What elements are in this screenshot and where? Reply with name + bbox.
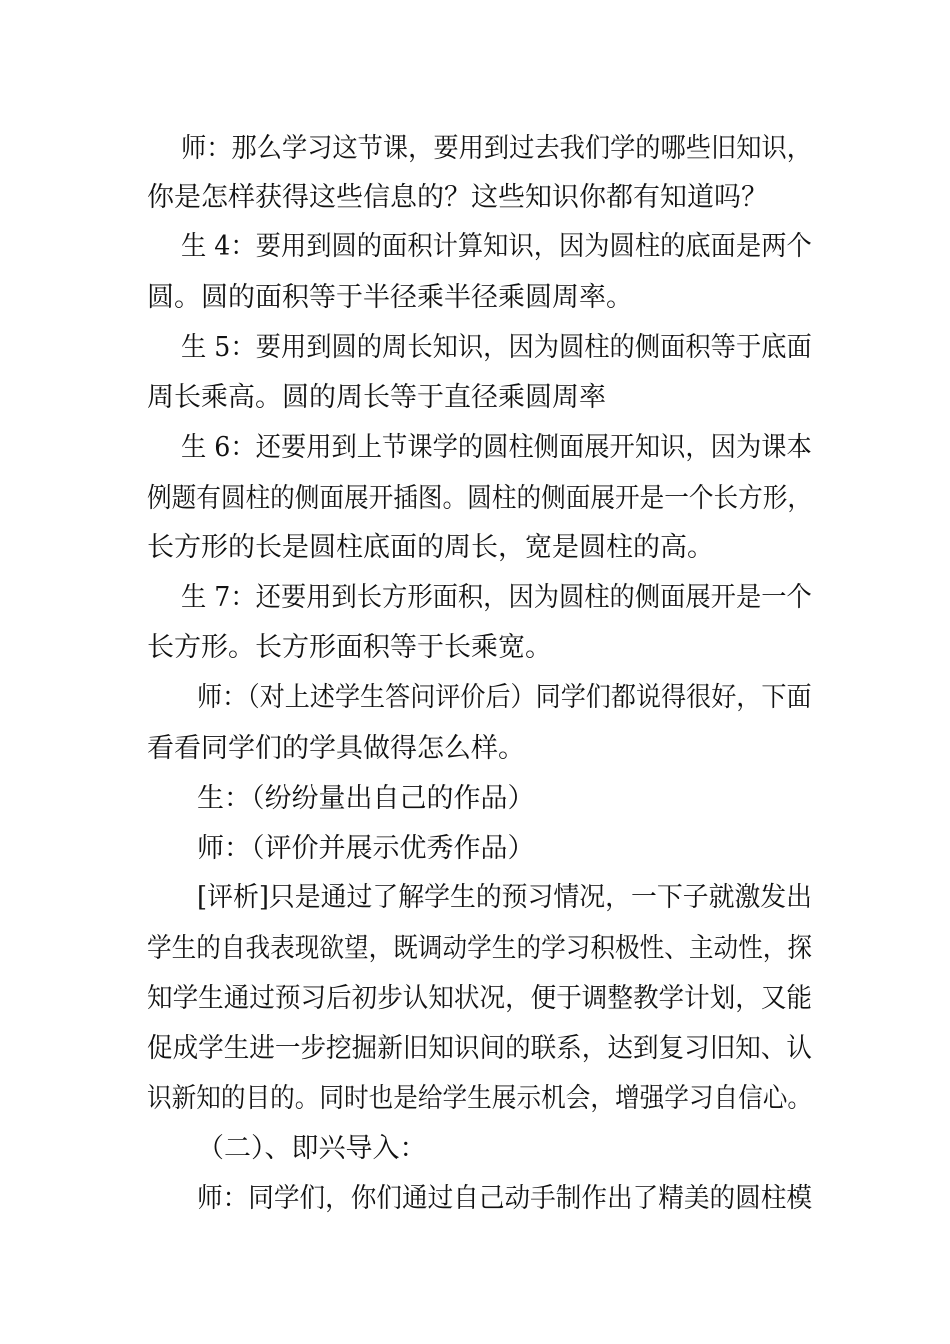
text-line: 生 6：还要用到上节课学的圆柱侧面展开知识，因为课本 [181, 432, 812, 463]
text-line: 生：（纷纷量出自己的作品） [197, 783, 535, 814]
text-line: 生 4：要用到圆的面积计算知识，因为圆柱的底面是两个 [181, 231, 812, 262]
text-line: 生 7：还要用到长方形面积，因为圆柱的侧面展开是一个 [181, 582, 812, 613]
text-line: 你是怎样获得这些信息的？这些知识你都有知道吗？ [147, 182, 768, 213]
text-line: 周长乘高。圆的周长等于直径乘圆周率 [147, 382, 606, 413]
text-line: 长方形的长是圆柱底面的周长，宽是圆柱的高。 [147, 532, 714, 563]
text-line: 师：那么学习这节课，要用到过去我们学的哪些旧知识， [181, 133, 812, 164]
text-line: 师：（评价并展示优秀作品） [197, 833, 535, 864]
text-line: 学生的自我表现欲望，既调动学生的学习积极性、主动性，探 [147, 933, 812, 964]
text-line: 识新知的目的。同时也是给学生展示机会，增强学习自信心。 [147, 1083, 812, 1114]
text-line: 看看同学们的学具做得怎么样。 [147, 733, 525, 764]
text-line: 例题有圆柱的侧面展开插图。圆柱的侧面展开是一个长方形， [147, 483, 812, 514]
text-line: 促成学生进一步挖掘新旧知识间的联系，达到复习旧知、认 [147, 1033, 813, 1064]
text-line: 圆。圆的面积等于半径乘半径乘圆周率。 [147, 282, 633, 313]
section-heading: （二）、即兴导入： [197, 1133, 427, 1164]
text-line: 生 5：要用到圆的周长知识，因为圆柱的侧面积等于底面 [181, 332, 812, 363]
text-line: 师：同学们，你们通过自己动手制作出了精美的圆柱模 [197, 1183, 813, 1214]
text-line: 师：（对上述学生答问评价后）同学们都说得很好，下面 [197, 682, 812, 713]
text-line: 知学生通过预习后初步认知状况，便于调整教学计划，又能 [147, 983, 813, 1014]
text-line: [评析]只是通过了解学生的预习情况，一下子就激发出 [197, 882, 813, 913]
text-line: 长方形。长方形面积等于长乘宽。 [147, 632, 552, 663]
